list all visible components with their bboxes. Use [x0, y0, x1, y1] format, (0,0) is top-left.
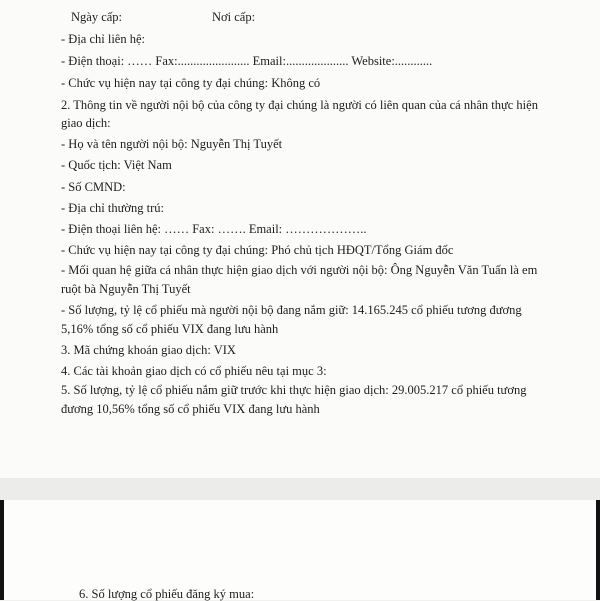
page-gap: [0, 478, 600, 500]
relationship-paragraph: - Mối quan hệ giữa cá nhân thực hiện giao dịch với người nội bộ: Ông Nguyễn Văn Tuấn là em ruột bà Nguyễn Thị Tuyết: [61, 263, 538, 297]
insider-contact-line: - Điện thoại liên hệ: …… Fax: ……. Email: ………………..: [61, 222, 367, 236]
document-page-bottom: [0, 500, 600, 600]
nationality-line: - Quốc tịch: Việt Nam: [61, 158, 172, 172]
insider-name-line: - Họ và tên người nội bộ: Nguyễn Thị Tuyết: [61, 137, 283, 151]
id-card-line: - Số CMND:: [61, 180, 126, 194]
insider-position-line: - Chức vụ hiện nay tại công ty đại chúng: Phó chủ tịch HĐQT/Tổng Giám đốc: [61, 243, 454, 257]
contact-phone-line: - Điện thoại: …… Fax:....................... Email:.................... Website:............: [61, 54, 433, 68]
section-6-registered-buy: 6. Số lượng cổ phiếu đăng ký mua:: [79, 587, 255, 601]
section-4-accounts: 4. Các tài khoản giao dịch có cổ phiếu nêu tại mục 3:: [61, 364, 327, 378]
current-position-line: - Chức vụ hiện nay tại công ty đại chúng: Không có: [61, 76, 321, 90]
section-5-holdings: 5. Số lượng, tỷ lệ cổ phiếu nắm giữ trước khi thực hiện giao dịch: 29.005.217 cổ phiếu tương đương 10,56% tổng số cổ phiếu VIX đang lưu hành: [61, 383, 527, 417]
residence-line: - Địa chỉ thường trú:: [61, 201, 164, 215]
section-2-heading: 2. Thông tin về người nội bộ của công ty đại chúng là người có liên quan của cá nhân thực hiện: [61, 98, 538, 112]
scan-edge-right: [596, 500, 600, 600]
issue-place-label: Nơi cấp:: [212, 10, 256, 24]
contact-address-line: - Địa chỉ liên hệ:: [61, 32, 145, 46]
scan-edge-left: [0, 500, 4, 600]
issue-date-label: Ngày cấp:: [71, 10, 123, 24]
section-3-ticker: 3. Mã chứng khoán giao dịch: VIX: [61, 343, 236, 357]
insider-shares-paragraph: - Số lượng, tỷ lệ cổ phiếu mà người nội bộ đang nắm giữ: 14.165.245 cổ phiếu tương đương 5,16% tổng số cổ phiếu VIX đang lưu hành: [61, 303, 522, 337]
section-2-heading-cont: giao dịch:: [61, 116, 111, 130]
